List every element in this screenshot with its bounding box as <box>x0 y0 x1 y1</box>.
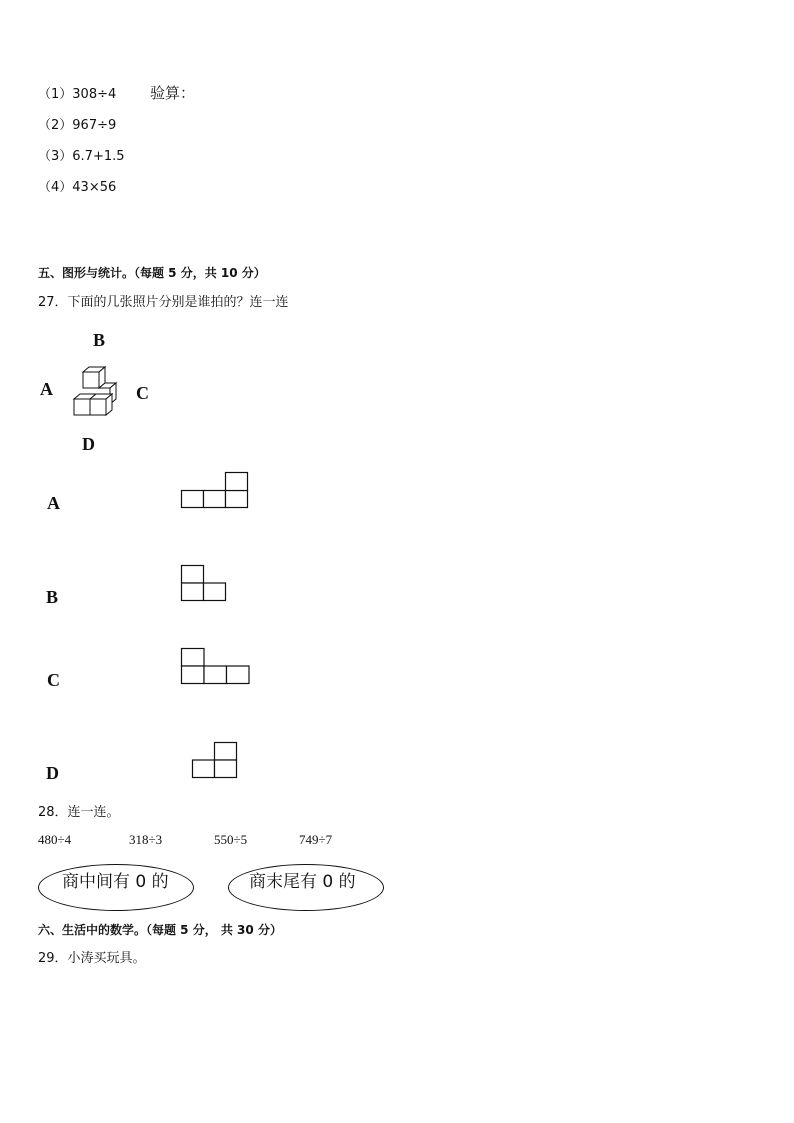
view-label-b: B <box>46 587 59 607</box>
oval-middle-zero-label: 商中间有 0 的 <box>62 872 169 892</box>
expression-2: 318÷3 <box>129 832 163 847</box>
view-figure-a <box>181 472 249 509</box>
oval-end-zero-label: 商末尾有 0 的 <box>249 872 356 892</box>
calc-item-expression: 967÷9 <box>72 118 117 133</box>
question-27-prompt: 27．下面的几张照片分别是谁拍的？连一连 <box>38 295 289 310</box>
direction-label-bottom: D <box>82 434 95 454</box>
view-figure-b <box>181 565 227 602</box>
calc-item-number: （1） <box>38 87 73 102</box>
expression-4: 749÷7 <box>299 832 333 847</box>
calc-item-number: （3） <box>38 149 73 164</box>
calc-item-3 <box>38 145 125 164</box>
calc-item-number: （2） <box>38 118 73 133</box>
calc-item-1 <box>38 83 116 102</box>
view-label-a: A <box>47 493 60 513</box>
calc-item-expression: 6.7+1.5 <box>72 149 125 164</box>
direction-label-right: C <box>136 383 149 403</box>
calc-item-2 <box>38 114 116 133</box>
calc-item-expression: 308÷4 <box>72 87 117 102</box>
view-figure-d <box>192 742 238 779</box>
expression-1: 480÷4 <box>38 832 72 847</box>
check-label: 验算： <box>150 84 196 102</box>
calc-item-4 <box>38 176 116 195</box>
view-label-c: C <box>47 670 60 690</box>
question-28-prompt: 28．连一连。 <box>38 805 120 820</box>
question-29-prompt: 29．小涛买玩具。 <box>38 951 146 966</box>
direction-label-left: A <box>40 379 53 399</box>
view-label-d: D <box>46 763 59 783</box>
expression-3: 550÷5 <box>214 832 248 847</box>
calc-item-number: （4） <box>38 180 73 195</box>
view-figure-c <box>181 648 250 685</box>
direction-label-top: B <box>93 330 106 350</box>
section-title-5: 五、图形与统计。（每题 5 分，共 10 分） <box>38 266 266 280</box>
calc-item-expression: 43×56 <box>72 180 117 195</box>
cube-stack-figure <box>72 366 122 418</box>
section-title-6: 六、生活中的数学。（每题 5 分， 共 30 分） <box>38 923 282 937</box>
